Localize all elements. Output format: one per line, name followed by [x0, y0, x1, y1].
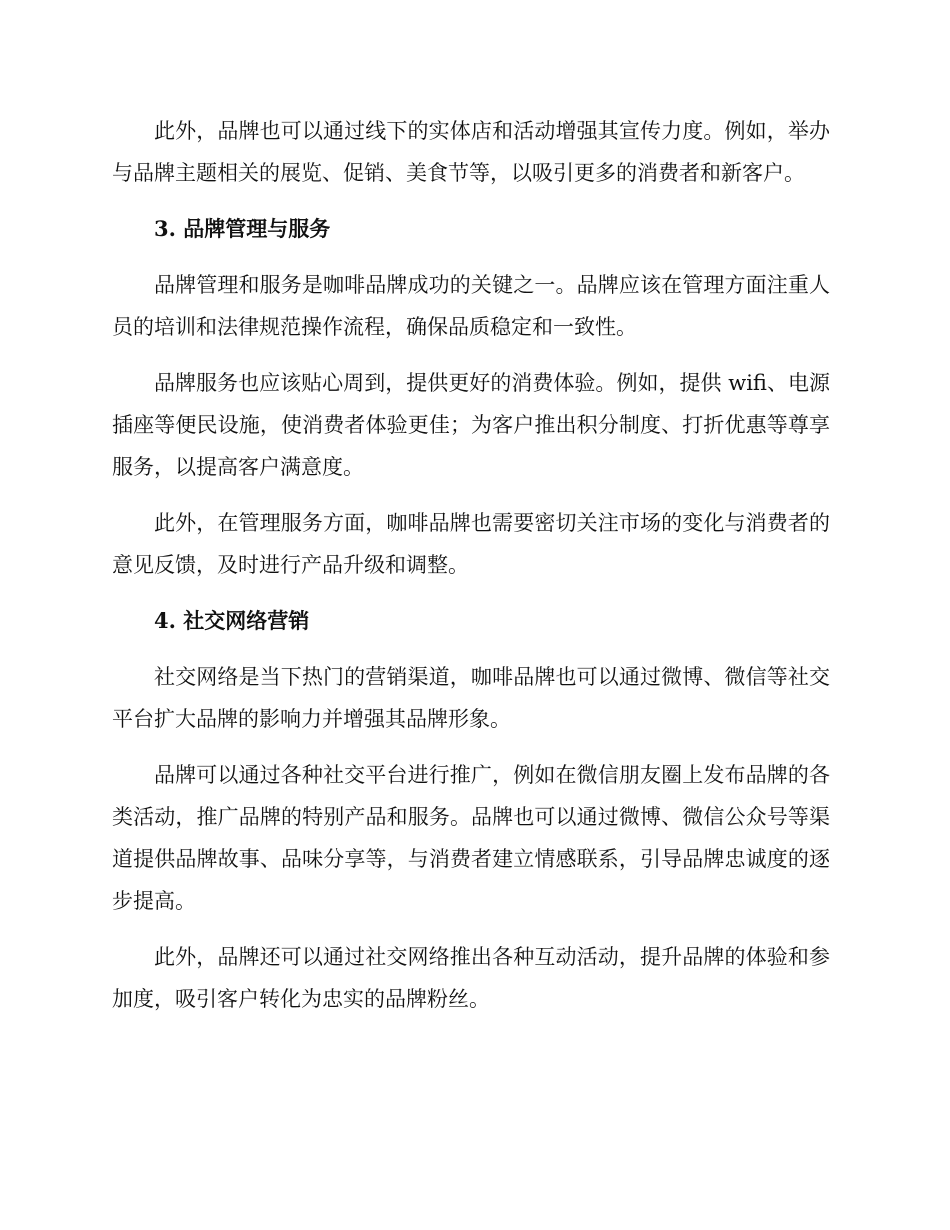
paragraph-interactive-activities: 此外，品牌还可以通过社交网络推出各种互动活动，提升品牌的体验和参加度，吸引客户转化为忠实的品牌粉丝。: [112, 945, 830, 1011]
paragraph-service: 品牌服务也应该贴心周到，提供更好的消费体验。例如，提供 wifi、电源插座等便民设施，使消费者体验更佳；为客户推出积分制度、打折优惠等尊享服务，以提高客户满意度。: [112, 371, 830, 479]
spacer: [112, 740, 830, 754]
spacer: [112, 194, 830, 208]
paragraph-social-channels: 社交网络是当下热门的营销渠道，咖啡品牌也可以通过微博、微信等社交平台扩大品牌的影响力并增强其品牌形象。: [112, 665, 830, 731]
spacer: [112, 488, 830, 502]
paragraph-market-feedback: 此外，在管理服务方面，咖啡品牌也需要密切关注市场的变化与消费者的意见反馈，及时进行产品升级和调整。: [112, 511, 830, 577]
spacer: [112, 642, 830, 656]
paragraph-social-promotion: 品牌可以通过各种社交平台进行推广，例如在微信朋友圈上发布品牌的各类活动，推广品牌的特别产品和服务。品牌也可以通过微博、微信公众号等渠道提供品牌故事、品味分享等，与消费者建立情感联系，引导品牌忠诚度的逐步提高。: [112, 763, 830, 913]
spacer: [112, 586, 830, 600]
heading-social-marketing: 4. 社交网络营销: [154, 608, 310, 633]
heading-brand-management: 3. 品牌管理与服务: [154, 216, 331, 241]
spacer: [112, 250, 830, 264]
spacer: [112, 348, 830, 362]
spacer: [112, 922, 830, 936]
paragraph-offline-stores: 此外，品牌也可以通过线下的实体店和活动增强其宣传力度。例如，举办与品牌主题相关的展览、促销、美食节等，以吸引更多的消费者和新客户。: [112, 119, 830, 185]
paragraph-management-key: 品牌管理和服务是咖啡品牌成功的关键之一。品牌应该在管理方面注重人员的培训和法律规范操作流程，确保品质稳定和一致性。: [112, 273, 830, 339]
